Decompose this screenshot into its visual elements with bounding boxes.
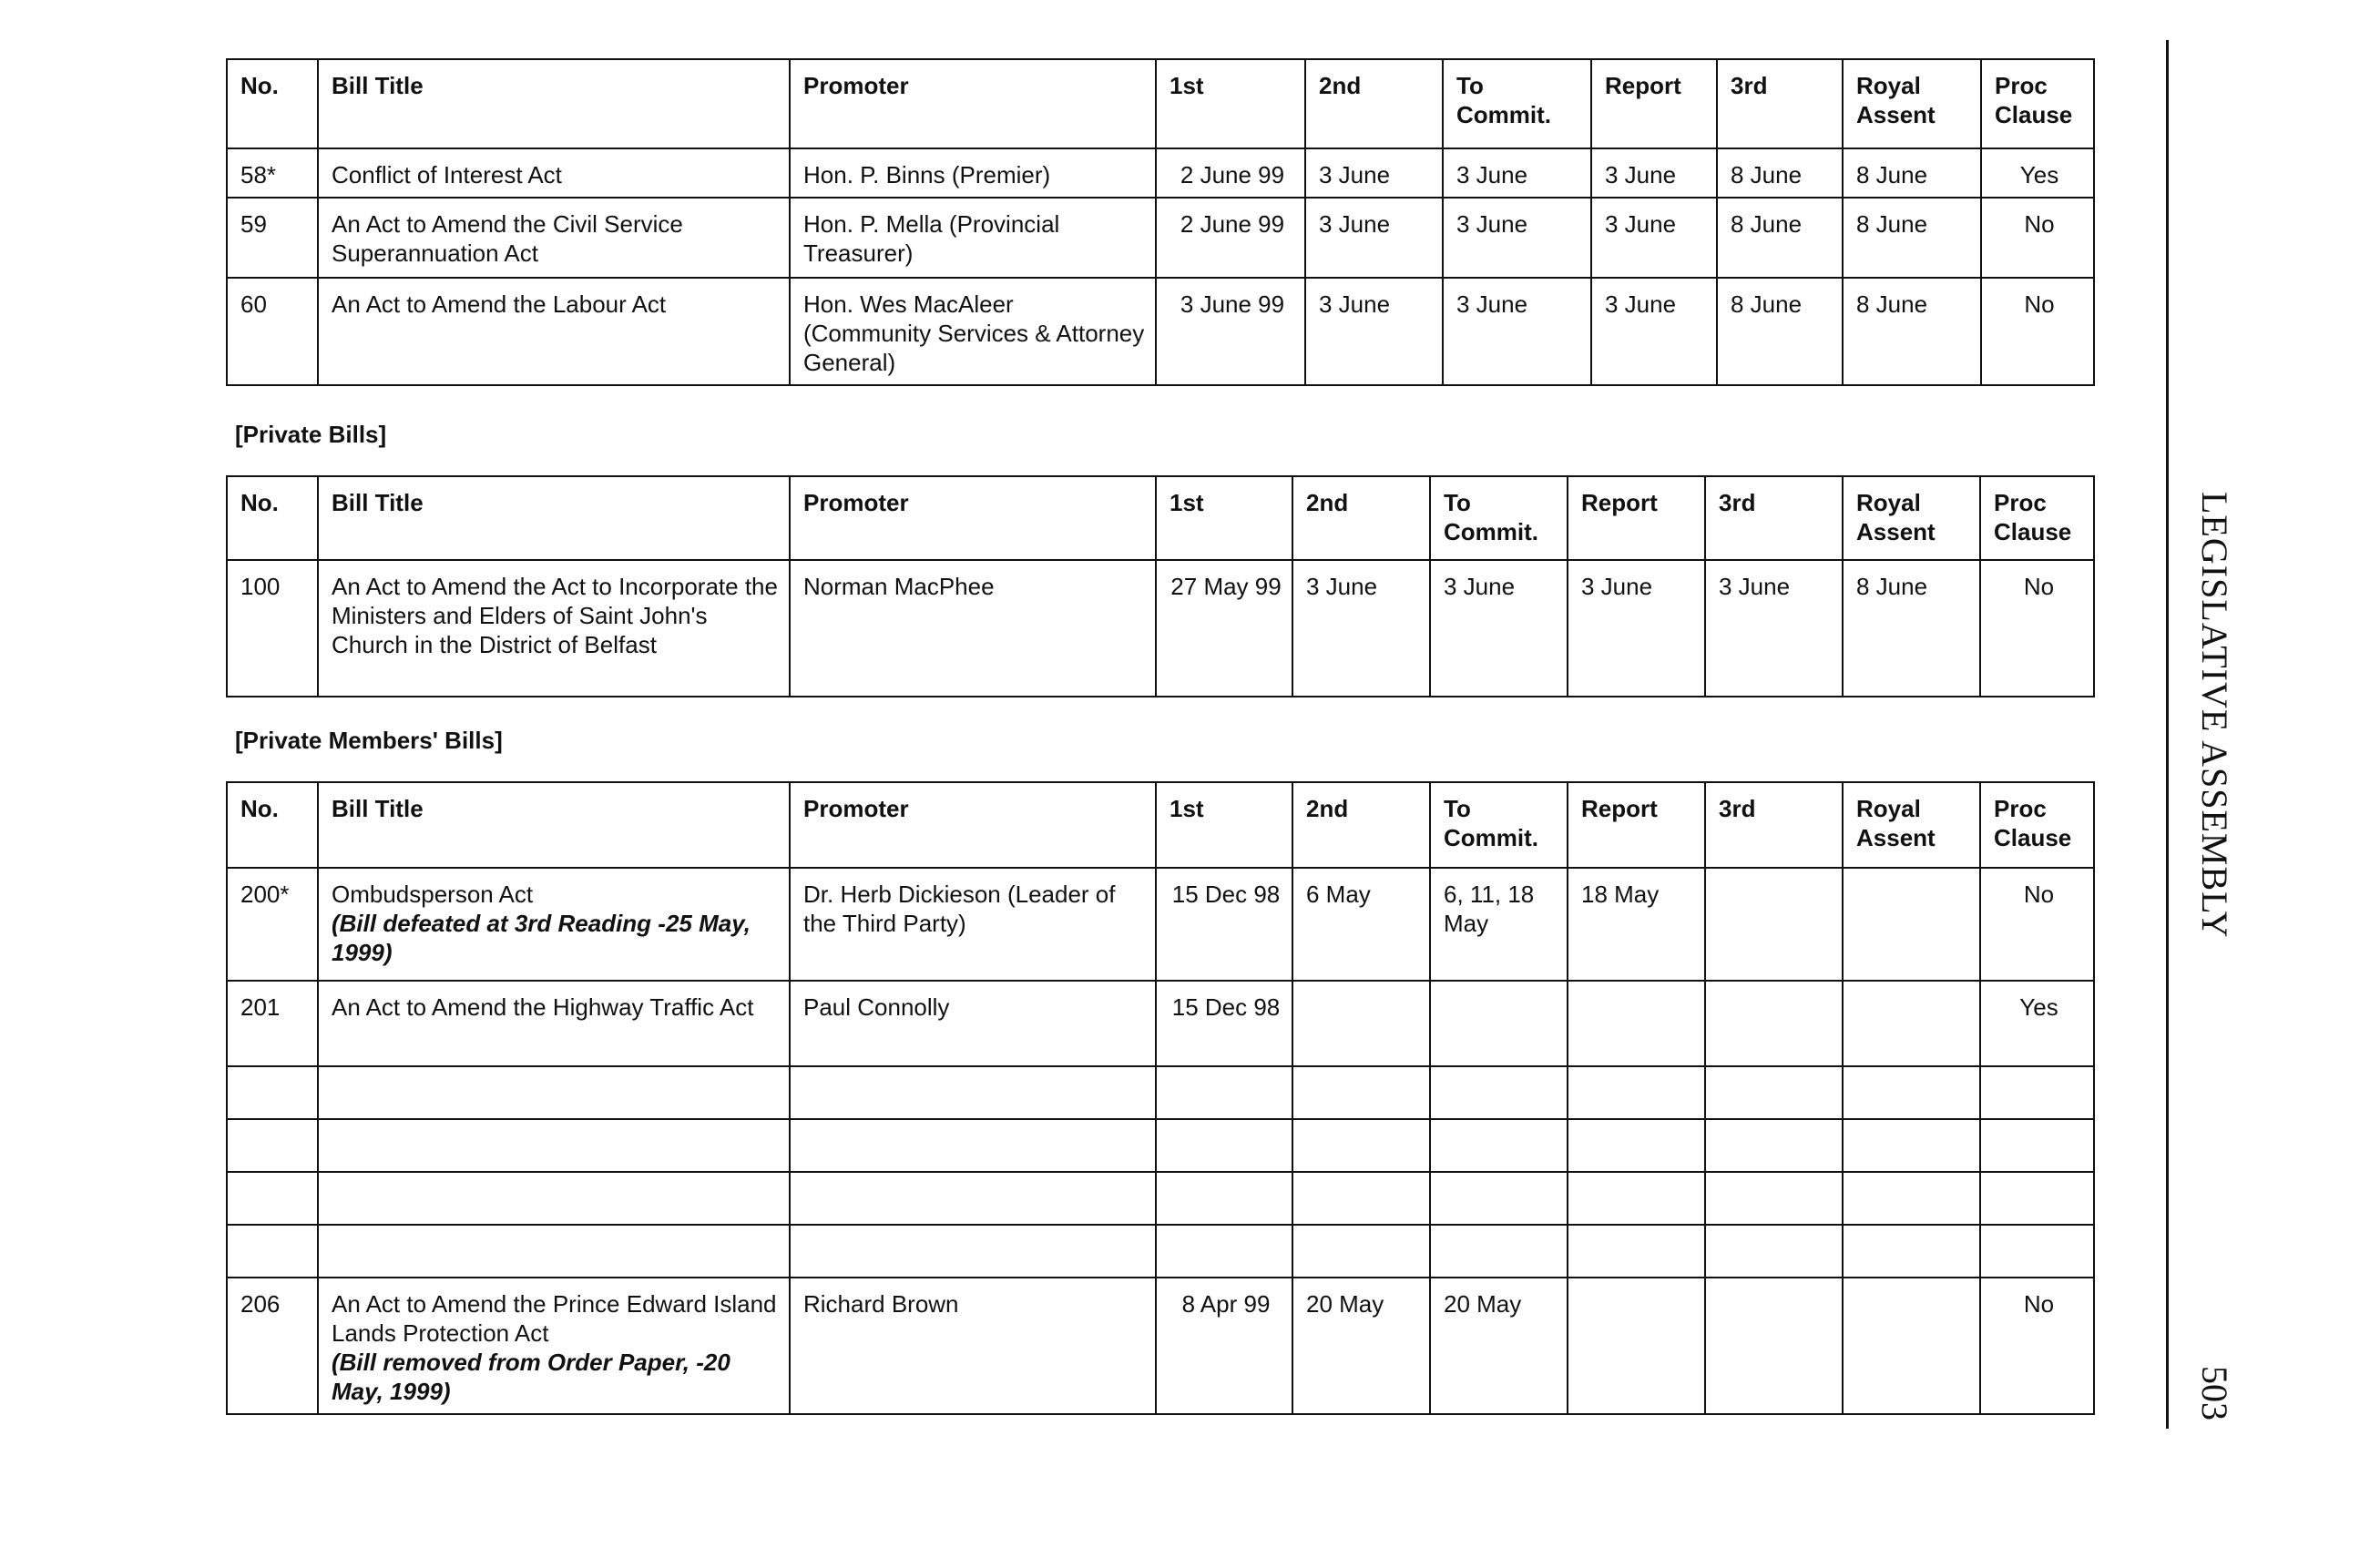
col-header-proc-clause: Proc Clause (1980, 476, 2094, 560)
cell-report (1568, 1066, 1705, 1119)
cell-no: 201 (227, 981, 318, 1066)
page-number: 503 (2194, 1366, 2235, 1420)
col-header-report: Report (1591, 59, 1717, 148)
table-row (227, 278, 2094, 385)
col-header-second: 2nd (1305, 59, 1443, 148)
cell-report: 3 June (1591, 148, 1717, 198)
cell-proc: Yes (1981, 148, 2094, 198)
col-header-first: 1st (1156, 476, 1292, 560)
private-bills-table (226, 475, 2095, 697)
cell-commit (1430, 1225, 1568, 1278)
table-row (227, 1172, 2094, 1225)
cell-third: 8 June (1717, 148, 1843, 198)
cell-proc (1980, 1225, 2094, 1278)
cell-promoter: Hon. P. Mella (Provincial Treasurer) (790, 198, 1156, 278)
cell-proc: No (1981, 278, 2094, 385)
cell-assent: 8 June (1843, 560, 1980, 697)
cell-proc: No (1980, 560, 2094, 697)
col-header-bill-title: Bill Title (318, 59, 790, 148)
cell-no: 100 (227, 560, 318, 697)
cell-assent: 8 June (1843, 278, 1981, 385)
cell-no: 59 (227, 198, 318, 278)
cell-second (1292, 1225, 1430, 1278)
cell-third (1705, 1066, 1843, 1119)
cell-assent (1843, 1225, 1980, 1278)
bill-title-text: An Act to Amend the Labour Act (332, 290, 667, 318)
cell-commit (1430, 981, 1568, 1066)
table-row (227, 148, 2094, 198)
table-row (227, 1066, 2094, 1119)
running-header: LEGISLATIVE ASSEMBLY (2194, 492, 2235, 939)
cell-no: 60 (227, 278, 318, 385)
section-label-private-members-bills: [Private Members' Bills] (235, 727, 503, 754)
cell-second: 3 June (1305, 278, 1443, 385)
cell-third (1705, 868, 1843, 981)
bill-title-text: An Act to Amend the Highway Traffic Act (332, 993, 754, 1021)
margin-rule (2166, 40, 2169, 1429)
cell-no (227, 1119, 318, 1172)
cell-no: 58* (227, 148, 318, 198)
cell-commit: 6, 11, 18 May (1430, 868, 1568, 981)
cell-promoter: Hon. Wes MacAleer (Community Services & Attorney General) (790, 278, 1156, 385)
cell-report: 3 June (1591, 278, 1717, 385)
cell-third: 8 June (1717, 198, 1843, 278)
col-header-to-commit: To Commit. (1430, 782, 1568, 868)
col-header-proc-clause: Proc Clause (1980, 782, 2094, 868)
col-header-royal-assent: Royal Assent (1843, 59, 1981, 148)
cell-first: 2 June 99 (1156, 148, 1305, 198)
cell-title (318, 1066, 790, 1119)
cell-third: 3 June (1705, 560, 1843, 697)
header-row (227, 59, 2094, 148)
cell-assent (1843, 1172, 1980, 1225)
cell-assent (1843, 1119, 1980, 1172)
cell-second: 3 June (1292, 560, 1430, 697)
cell-assent: 8 June (1843, 198, 1981, 278)
cell-title (318, 981, 790, 1066)
cell-report: 3 June (1568, 560, 1705, 697)
cell-no (227, 1066, 318, 1119)
cell-proc: No (1981, 198, 2094, 278)
bill-status-note: (Bill removed from Order Paper, -20 May, 1999) (332, 1349, 730, 1405)
table-row (227, 981, 2094, 1066)
cell-report (1568, 981, 1705, 1066)
government-bills-table (226, 58, 2095, 386)
table-row (227, 1119, 2094, 1172)
col-header-promoter: Promoter (790, 782, 1156, 868)
cell-proc (1980, 1066, 2094, 1119)
cell-second: 3 June (1305, 148, 1443, 198)
cell-promoter: Dr. Herb Dickieson (Leader of the Third Party) (790, 868, 1156, 981)
bill-title-text: Ombudsperson Act (332, 881, 534, 908)
cell-title (318, 198, 790, 278)
cell-proc: No (1980, 1278, 2094, 1414)
col-header-first: 1st (1156, 782, 1292, 868)
cell-commit: 3 June (1443, 148, 1591, 198)
cell-promoter (790, 1119, 1156, 1172)
cell-report (1568, 1172, 1705, 1225)
col-header-first: 1st (1156, 59, 1305, 148)
cell-third (1705, 1172, 1843, 1225)
col-header-no: No. (227, 476, 318, 560)
col-header-third: 3rd (1705, 782, 1843, 868)
cell-third (1705, 981, 1843, 1066)
cell-first (1156, 1172, 1292, 1225)
col-header-royal-assent: Royal Assent (1843, 476, 1980, 560)
cell-no: 200* (227, 868, 318, 981)
cell-promoter (790, 1066, 1156, 1119)
cell-third: 8 June (1717, 278, 1843, 385)
cell-assent (1843, 868, 1980, 981)
cell-commit: 3 June (1430, 560, 1568, 697)
cell-title (318, 1225, 790, 1278)
cell-proc (1980, 1172, 2094, 1225)
cell-assent: 8 June (1843, 148, 1981, 198)
col-header-second: 2nd (1292, 782, 1430, 868)
cell-report (1568, 1225, 1705, 1278)
cell-title (318, 1172, 790, 1225)
cell-first (1156, 1066, 1292, 1119)
cell-promoter: Norman MacPhee (790, 560, 1156, 697)
cell-proc (1980, 1119, 2094, 1172)
col-header-promoter: Promoter (790, 476, 1156, 560)
cell-title (318, 148, 790, 198)
col-header-no: No. (227, 59, 318, 148)
cell-first: 15 Dec 98 (1156, 981, 1292, 1066)
cell-assent (1843, 1278, 1980, 1414)
cell-third (1705, 1119, 1843, 1172)
col-header-royal-assent: Royal Assent (1843, 782, 1980, 868)
col-header-second: 2nd (1292, 476, 1430, 560)
cell-title (318, 560, 790, 697)
cell-no (227, 1225, 318, 1278)
col-header-third: 3rd (1717, 59, 1843, 148)
col-header-to-commit: To Commit. (1443, 59, 1591, 148)
bill-title-text: An Act to Amend the Act to Incorporate the Ministers and Elders of Saint John's Church in the District of Belfast (332, 573, 778, 658)
cell-first (1156, 1225, 1292, 1278)
cell-promoter: Paul Connolly (790, 981, 1156, 1066)
col-header-report: Report (1568, 782, 1705, 868)
cell-second: 20 May (1292, 1278, 1430, 1414)
col-header-report: Report (1568, 476, 1705, 560)
cell-promoter: Richard Brown (790, 1278, 1156, 1414)
col-header-proc-clause: Proc Clause (1981, 59, 2094, 148)
table-row (227, 868, 2094, 981)
cell-no: 206 (227, 1278, 318, 1414)
cell-second: 6 May (1292, 868, 1430, 981)
cell-first: 3 June 99 (1156, 278, 1305, 385)
table-row (227, 1225, 2094, 1278)
cell-commit: 20 May (1430, 1278, 1568, 1414)
cell-proc: No (1980, 868, 2094, 981)
col-header-bill-title: Bill Title (318, 476, 790, 560)
cell-third (1705, 1225, 1843, 1278)
cell-commit: 3 June (1443, 278, 1591, 385)
cell-first: 2 June 99 (1156, 198, 1305, 278)
cell-first (1156, 1119, 1292, 1172)
cell-commit: 3 June (1443, 198, 1591, 278)
cell-second (1292, 1066, 1430, 1119)
bill-status-note: (Bill defeated at 3rd Reading -25 May, 1999) (332, 910, 751, 966)
table-row (227, 560, 2094, 697)
cell-no (227, 1172, 318, 1225)
cell-title (318, 278, 790, 385)
cell-title (318, 868, 790, 981)
header-row (227, 476, 2094, 560)
cell-first: 15 Dec 98 (1156, 868, 1292, 981)
col-header-third: 3rd (1705, 476, 1843, 560)
cell-promoter (790, 1225, 1156, 1278)
col-header-bill-title: Bill Title (318, 782, 790, 868)
cell-first: 8 Apr 99 (1156, 1278, 1292, 1414)
cell-third (1705, 1278, 1843, 1414)
table-row (227, 1278, 2094, 1414)
cell-promoter: Hon. P. Binns (Premier) (790, 148, 1156, 198)
bill-title-text: An Act to Amend the Prince Edward Island Lands Protection Act (332, 1290, 777, 1347)
cell-commit (1430, 1066, 1568, 1119)
cell-commit (1430, 1172, 1568, 1225)
cell-report (1568, 1278, 1705, 1414)
col-header-no: No. (227, 782, 318, 868)
cell-second (1292, 1119, 1430, 1172)
cell-report: 18 May (1568, 868, 1705, 981)
cell-second (1292, 981, 1430, 1066)
cell-first: 27 May 99 (1156, 560, 1292, 697)
bill-title-text: Conflict of Interest Act (332, 161, 562, 188)
col-header-promoter: Promoter (790, 59, 1156, 148)
cell-commit (1430, 1119, 1568, 1172)
cell-title (318, 1119, 790, 1172)
private-members-bills-table (226, 781, 2095, 1415)
table-row (227, 198, 2094, 278)
cell-second (1292, 1172, 1430, 1225)
cell-second: 3 June (1305, 198, 1443, 278)
cell-title (318, 1278, 790, 1414)
cell-report: 3 June (1591, 198, 1717, 278)
col-header-to-commit: To Commit. (1430, 476, 1568, 560)
header-row (227, 782, 2094, 868)
cell-proc: Yes (1980, 981, 2094, 1066)
section-label-private-bills: [Private Bills] (235, 421, 387, 448)
bill-title-text: An Act to Amend the Civil Service Superannuation Act (332, 210, 683, 267)
cell-report (1568, 1119, 1705, 1172)
cell-assent (1843, 981, 1980, 1066)
cell-assent (1843, 1066, 1980, 1119)
cell-promoter (790, 1172, 1156, 1225)
